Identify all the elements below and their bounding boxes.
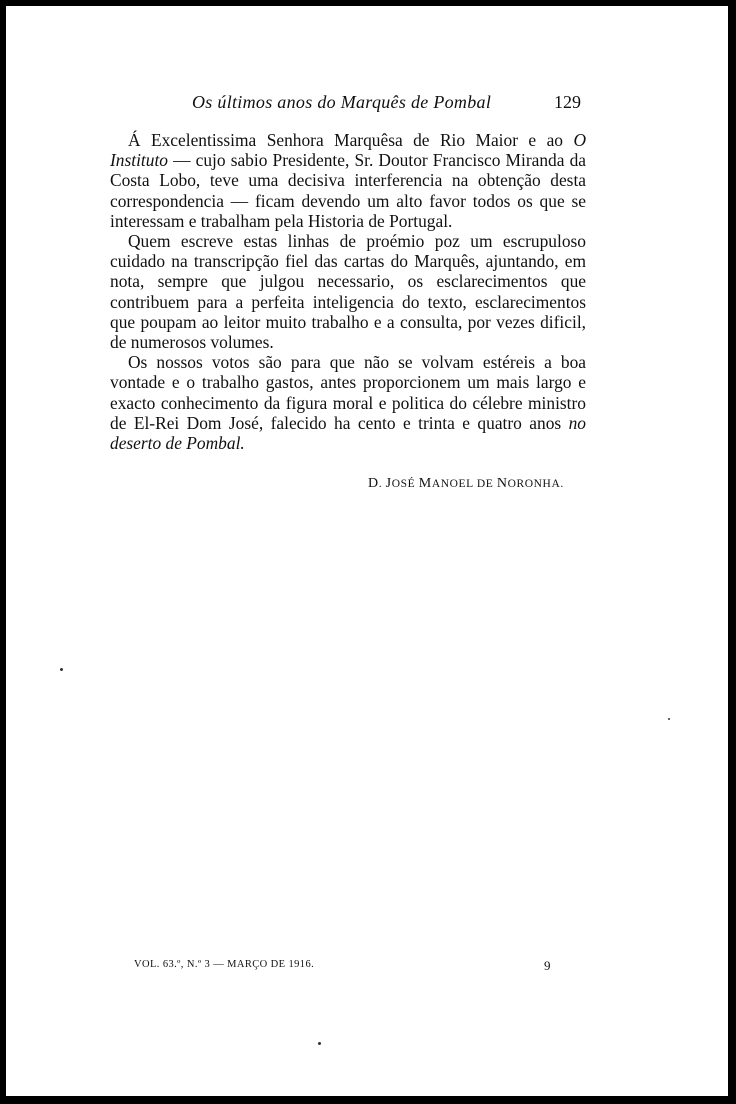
running-title: Os últimos anos do Marquês de Pombal [192,92,492,112]
footer-volume-line: VOL. 63.º, N.º 3 — MARÇO DE 1916. [134,959,315,970]
paragraph-3-italic: no deserto de Pombal. [110,412,586,454]
paragraph-3-lead: Os nossos votos são para que não se volvam estéreis a boa vontade e o trabalho gastos, antes proporcionem um mais largo e exacto conhecimento da figura moral e politica do célebre ministro de El-Rei Dom José, falecido ha cento e trinta e quatro anos [110,352,586,433]
print-speck [318,1042,321,1045]
page-number: 129 [554,92,581,112]
paragraph-2: Quem escreve estas linhas de proémio poz um escrupuloso cuidado na transcripção fiel das cartas do Marquês, ajuntando, em nota, sempre que julgou necessario, os esclarecimentos que contribuem para a perfeita inteligencia do texto, esclarecimentos que poupam ao leitor muito trabalho e a consulta, por vezes dificil, de numerosos volumes. [110,231,586,353]
author-signature: D. JOSÉ MANOEL DE NORONHA. [368,476,564,491]
body-text [110,130,586,453]
paragraph-1 [110,130,586,231]
paragraph-1-italic: O Instituto [110,130,586,171]
document-page [6,6,728,1096]
print-speck [668,718,670,720]
paragraph-1-lead: Á Excelentissima Senhora Marquêsa de Rio Maior e ao [128,130,563,150]
paragraph-1-rest: — cujo sabio Presidente, Sr. Doutor Francisco Miranda da Costa Lobo, teve uma decisiva interferencia na obtenção desta correspondencia — ficam devendo um alto favor todos os que se interessam e trabalham pela Historia de Portugal. [110,150,586,231]
print-speck [60,668,63,671]
footer-sheet-signature: 9 [544,958,551,973]
paragraph-3 [110,352,586,453]
